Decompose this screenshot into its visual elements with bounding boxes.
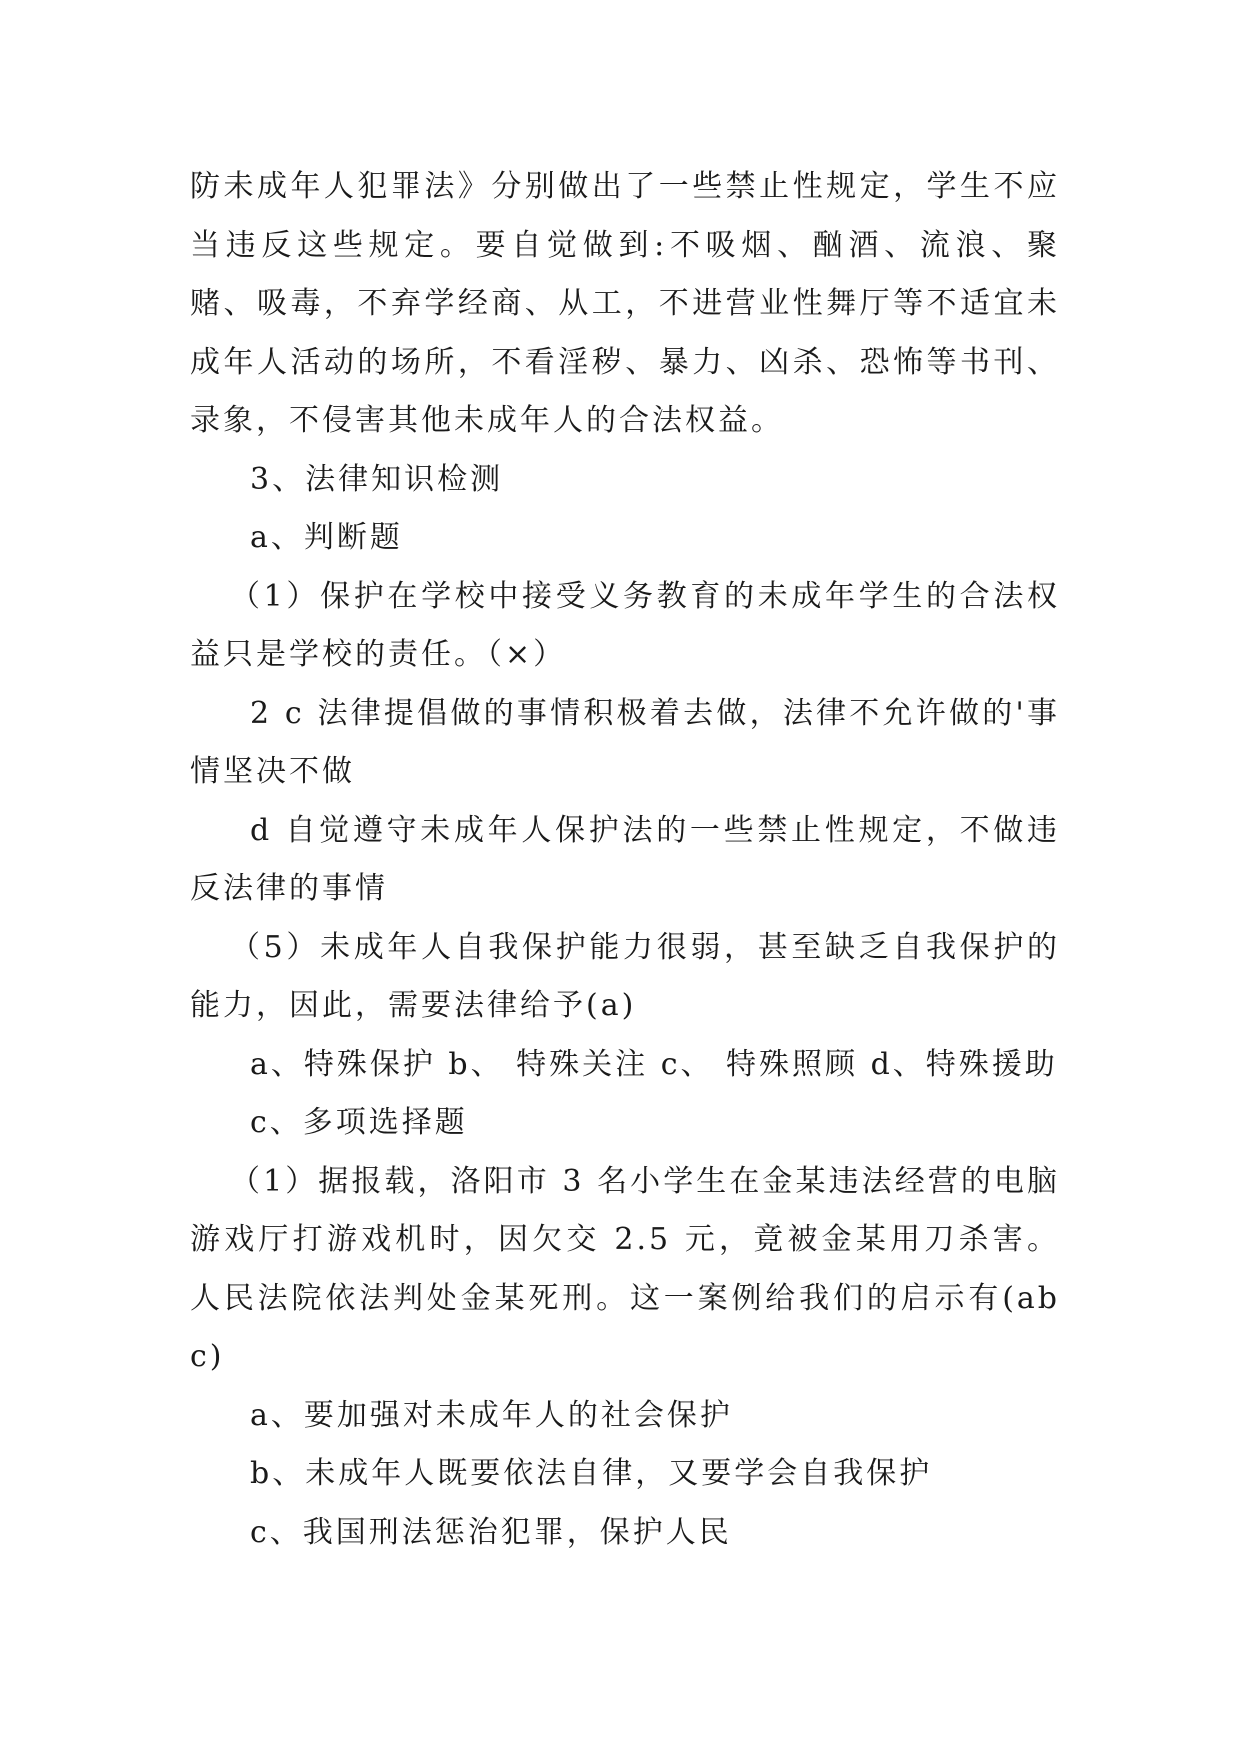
option-b-self-discipline: b、未成年人既要依法自律，又要学会自我保护 [250, 1456, 933, 1491]
question-5-text: （5）未成年人自我保护能力很弱，甚至缺乏自我保护的能力，因此，需要法律给予(a) [190, 929, 1060, 1023]
question-1-true-false: （1）保护在学校中接受义务教育的未成年学生的合法权益只是学校的责任。（×） [190, 578, 1060, 672]
document-body [190, 158, 1060, 1562]
subheading-multiple-choice: c、多项选择题 [250, 1105, 468, 1140]
option-c-text: 2 c 法律提倡做的事情积极着去做，法律不允许做的'事情坚决不做 [190, 695, 1060, 789]
section-heading-law-knowledge-test: 3、法律知识检测 [250, 461, 504, 497]
question-1-multiple-choice: （1）据报载，洛阳市 3 名小学生在金某违法经营的电脑游戏厅打游戏机时，因欠交 2.5 元，竟被金某用刀杀害。人民法院依法判处金某死刑。这一案例给我们的启示有(abc) [190, 1163, 1060, 1374]
question-5-options: a、特殊保护 b、 特殊关注 c、 特殊照顾 d、特殊援助 [250, 1046, 1058, 1082]
option-c-criminal-law: c、我国刑法惩治犯罪，保护人民 [250, 1514, 732, 1550]
option-a-social-protection: a、要加强对未成年人的社会保护 [250, 1397, 733, 1433]
subheading-true-false: a、判断题 [250, 520, 403, 555]
paragraph-prohibitions: 防未成年人犯罪法》分别做出了一些禁止性规定，学生不应当违反这些规定。要自觉做到:不吸烟、酗酒、流浪、聚赌、吸毒，不弃学经商、从工，不进营业性舞厅等不适宜未成年人活动的场所，不看淫秽、暴力、凶杀、恐怖等书刊、录象，不侵害其他未成年人的合法权益。 [190, 169, 1060, 438]
option-d-text: d 自觉遵守未成年人保护法的一些禁止性规定，不做违反法律的事情 [190, 812, 1060, 906]
